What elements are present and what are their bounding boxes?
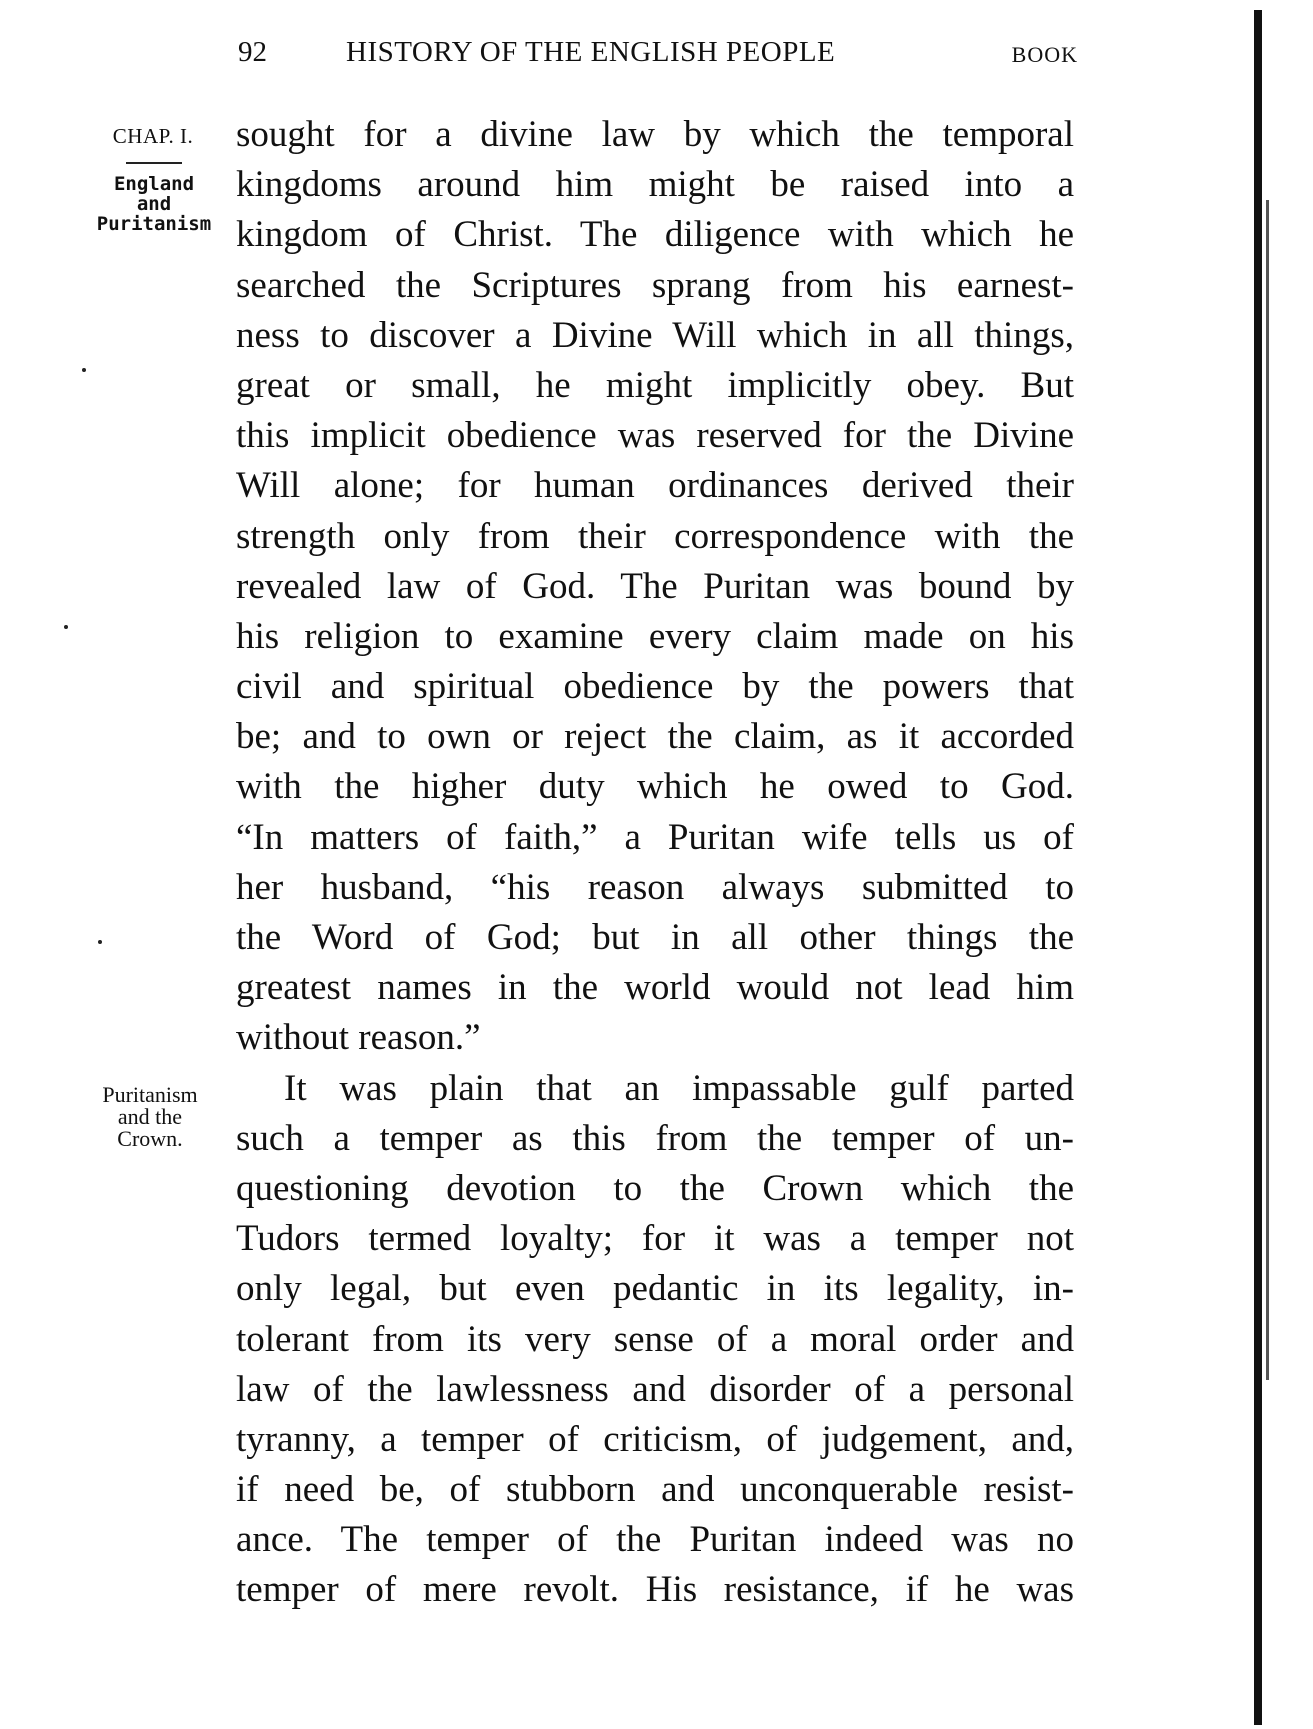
- page-number: 92: [238, 36, 267, 68]
- text-line: questioning devotion to the Crown which the: [236, 1167, 1074, 1209]
- text-line: sought for a divine law by which the temporal: [236, 114, 1074, 155]
- margin-note-puritanism-crown: [70, 1084, 230, 1150]
- text-line: his religion to examine every claim made on his: [236, 615, 1074, 657]
- text-line: tolerant from its very sense of a moral order and: [236, 1318, 1074, 1360]
- text-line: kingdom of Christ. The diligence with which he: [236, 214, 1074, 256]
- text-line: be; and to own or reject the claim, as it accorded: [236, 716, 1074, 758]
- margin-note-line: and: [136, 193, 172, 215]
- chapter-label: CHAP. I.: [112, 124, 194, 148]
- text-line: tyranny, a temper of criticism, of judgement, and,: [236, 1418, 1074, 1460]
- text-line: this implicit obedience was reserved for the Divine: [236, 415, 1074, 457]
- text-line: “In matters of faith,” a Puritan wife tells us of: [236, 816, 1074, 858]
- scan-edge-shadow: [1266, 200, 1269, 1380]
- running-title: HISTORY OF THE ENGLISH PEOPLE: [346, 36, 836, 68]
- text-line: if need be, of stubborn and unconquerable resist-: [236, 1469, 1074, 1511]
- body-text: [236, 110, 1074, 1616]
- margin-note-england-puritanism: [70, 174, 238, 234]
- text-line: only legal, but even pedantic in its legality, in-: [236, 1268, 1074, 1310]
- text-line: greatest names in the world would not lead him: [236, 967, 1074, 1009]
- text-line: temper of mere revolt. His resistance, if he was: [236, 1569, 1074, 1611]
- text-line: without reason.”: [236, 1017, 481, 1059]
- text-line: revealed law of God. The Puritan was bound by: [236, 565, 1074, 607]
- text-line: It was plain that an impassable gulf parted: [284, 1067, 1074, 1109]
- scan-speck: [98, 940, 102, 944]
- margin-note-line: England: [113, 173, 195, 195]
- text-line: great or small, he might implicitly obey. But: [236, 364, 1074, 406]
- text-line: civil and spiritual obedience by the powers that: [236, 666, 1074, 708]
- text-line: strength only from their correspondence with the: [236, 515, 1074, 557]
- margin-note-line: and the: [117, 1104, 183, 1129]
- text-line: ness to discover a Divine Will which in all things,: [236, 314, 1074, 356]
- text-line: with the higher duty which he owed to God.: [236, 766, 1074, 808]
- text-line: law of the lawlessness and disorder of a personal: [236, 1368, 1074, 1410]
- text-line: Tudors termed loyalty; for it was a temper not: [236, 1218, 1074, 1260]
- scan-speck: [64, 625, 68, 629]
- margin-note-line: Crown.: [117, 1126, 183, 1151]
- text-line: ance. The temper of the Puritan indeed was no: [236, 1519, 1074, 1561]
- book-label: BOOK: [1011, 42, 1078, 67]
- scan-speck: [82, 368, 86, 372]
- scan-edge-shadow: [1254, 10, 1262, 1725]
- text-line: her husband, “his reason always submitted to: [236, 866, 1074, 908]
- chapter-rule: [126, 162, 182, 164]
- text-line: the Word of God; but in all other things the: [236, 917, 1074, 958]
- margin-note-line: Puritanism: [102, 1082, 198, 1107]
- text-line: searched the Scriptures sprang from his earnest-: [236, 264, 1074, 306]
- running-head: [238, 36, 1078, 76]
- text-line: kingdoms around him might be raised into a: [236, 164, 1074, 206]
- text-line: such a temper as this from the temper of un-: [236, 1117, 1074, 1159]
- margin-note-line: Puritanism: [96, 213, 212, 235]
- text-line: Will alone; for human ordinances derived their: [236, 465, 1074, 507]
